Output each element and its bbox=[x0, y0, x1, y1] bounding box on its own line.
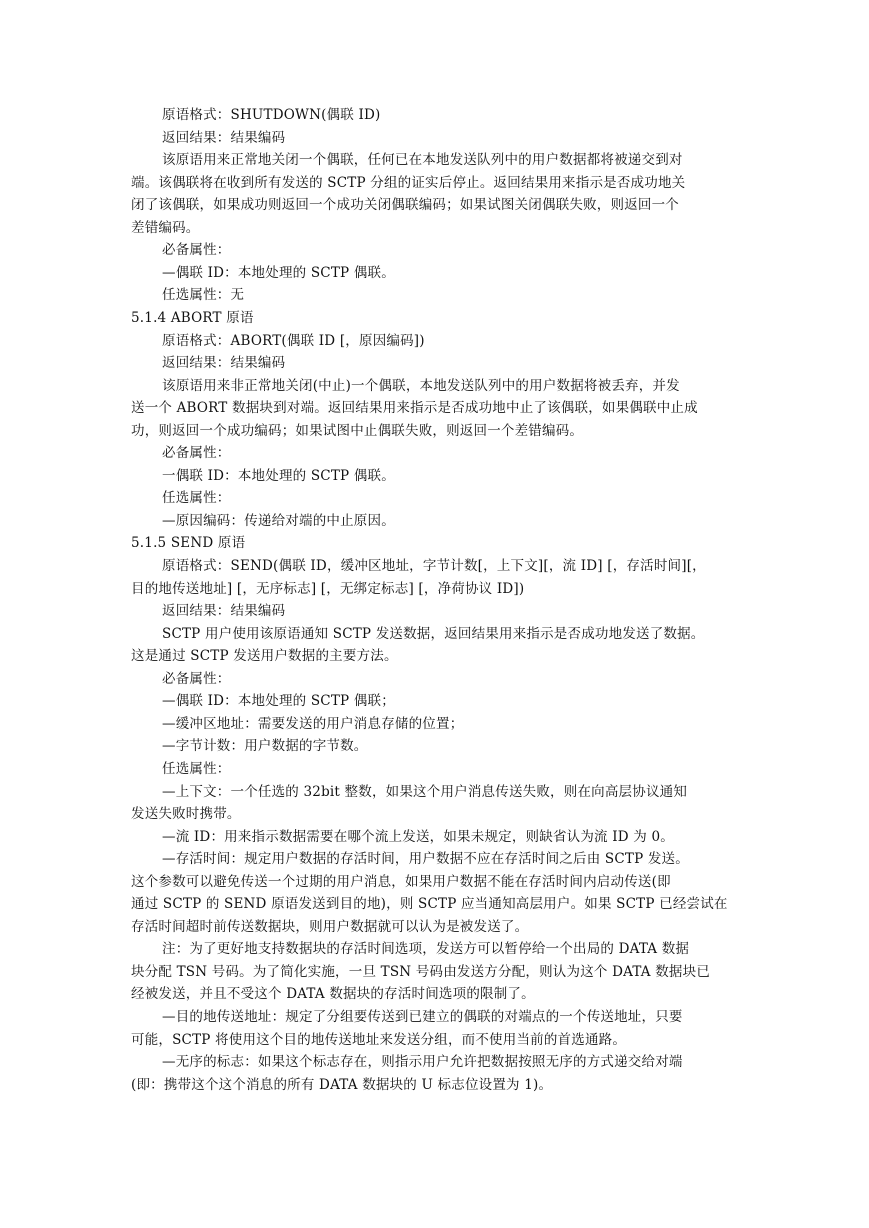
text-line: 必备属性： bbox=[162, 445, 231, 462]
text-line: —流 ID：用来指示数据需要在哪个流上发送，如果未规定，则缺省认为流 ID 为 0。 bbox=[162, 828, 674, 845]
text-line: 闭了该偶联，如果成功则返回一个成功关闭偶联编码；如果试图关闭偶联失败，则返回一个 bbox=[131, 197, 679, 214]
text-line: 原语格式：SEND(偶联 ID，缓冲区地址，字节计数[，上下文][，流 ID] [，存活时间][， bbox=[162, 558, 706, 574]
text-line: 任选属性： bbox=[162, 760, 231, 777]
text-line: 这是通过 SCTP 发送用户数据的主要方法。 bbox=[131, 648, 398, 665]
text-line: 必备属性： bbox=[162, 242, 231, 259]
text-line: 块分配 TSN 号码。为了简化实施，一旦 TSN 号码由发送方分配，则认为这个 DATA 数据块已 bbox=[131, 963, 711, 980]
text-line: 经被发送，并且不受这个 DATA 数据块的存活时间选项的限制了。 bbox=[131, 986, 535, 1003]
text-line: (即：携带这个这个消息的所有 DATA 数据块的 U 标志位设置为 1)。 bbox=[131, 1076, 553, 1093]
text-line: —偶联 ID：本地处理的 SCTP 偶联。 bbox=[162, 264, 395, 281]
text-line: —字节计数：用户数据的字节数。 bbox=[162, 738, 368, 755]
text-line: 原语格式：SHUTDOWN(偶联 ID) bbox=[162, 107, 381, 123]
text-line: 功，则返回一个成功编码；如果试图中止偶联失败，则返回一个差错编码。 bbox=[131, 422, 584, 439]
text-line: SCTP 用户使用该原语通知 SCTP 发送数据，返回结果用来指示是否成功地发送了数据。 bbox=[162, 625, 705, 642]
text-line: —存活时间：规定用户数据的存活时间，用户数据不应在存活时间之后由 SCTP 发送。 bbox=[162, 851, 689, 868]
text-line: 端。该偶联将在收到所有发送的 SCTP 分组的证实后停止。返回结果用来指示是否成功地关 bbox=[131, 174, 686, 191]
text-line: 送一个 ABORT 数据块到对端。返回结果用来指示是否成功地中止了该偶联，如果偶联中止成 bbox=[131, 400, 698, 417]
text-line: 发送失败时携带。 bbox=[131, 806, 241, 823]
text-line: 任选属性：无 bbox=[162, 287, 245, 304]
text-line: 该原语用来非正常地关闭(中止)一个偶联，本地发送队列中的用户数据将被丢弃，并发 bbox=[162, 377, 680, 394]
text-line: 存活时间超时前传送数据块，则用户数据就可以认为是被发送了。 bbox=[131, 918, 529, 935]
text-line: —无序的标志：如果这个标志存在，则指示用户允许把数据按照无序的方式递交给对端 bbox=[162, 1054, 683, 1071]
text-line: —缓冲区地址：需要发送的用户消息存储的位置； bbox=[162, 715, 464, 732]
text-line: 返回结果：结果编码 bbox=[162, 129, 286, 146]
section-heading: 5.1.5 SEND 原语 bbox=[131, 535, 246, 552]
text-line: 一偶联 ID：本地处理的 SCTP 偶联。 bbox=[162, 467, 395, 484]
text-line: —原因编码：传递给对端的中止原因。 bbox=[162, 512, 395, 529]
text-line: 差错编码。 bbox=[131, 219, 200, 236]
text-line: 原语格式：ABORT(偶联 ID [，原因编码]) bbox=[162, 332, 425, 349]
text-line: 通过 SCTP 的 SEND 原语发送到目的地)，则 SCTP 应当通知高层用户。如果 SCTP 已经尝试在 bbox=[131, 896, 728, 913]
text-line: 注：为了更好地支持数据块的存活时间选项，发送方可以暂停给一个出局的 DATA 数据 bbox=[162, 941, 690, 958]
text-line: —偶联 ID：本地处理的 SCTP 偶联； bbox=[162, 693, 395, 710]
section-heading: 5.1.4 ABORT 原语 bbox=[131, 309, 254, 326]
text-line: 可能，SCTP 将使用这个目的地传送地址来发送分组，而不使用当前的首选通路。 bbox=[131, 1031, 627, 1048]
text-line: 任选属性： bbox=[162, 490, 231, 507]
text-line: 该原语用来正常地关闭一个偶联，任何已在本地发送队列中的用户数据都将被递交到对 bbox=[162, 152, 683, 169]
text-line: 返回结果：结果编码 bbox=[162, 355, 286, 372]
text-line: —目的地传送地址：规定了分组要传送到已建立的偶联的对端点的一个传送地址，只要 bbox=[162, 1009, 683, 1025]
text-line: 必备属性： bbox=[162, 670, 231, 687]
text-line: 目的地传送地址] [，无序标志] [，无绑定标志] [，净荷协议 ID]) bbox=[131, 580, 525, 597]
text-line: 这个参数可以避免传送一个过期的用户消息，如果用户数据不能在存活时间内启动传送(即 bbox=[131, 873, 671, 890]
text-line: 返回结果：结果编码 bbox=[162, 603, 286, 620]
text-line: —上下文：一个任选的 32bit 整数，如果这个用户消息传送失败，则在向高层协议通知 bbox=[162, 783, 688, 800]
